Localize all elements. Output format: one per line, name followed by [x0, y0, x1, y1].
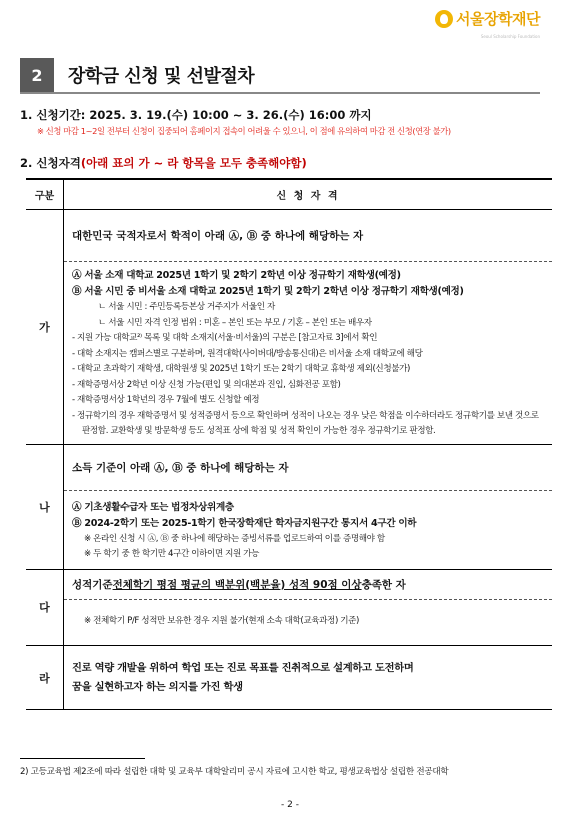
row-ga-sub-2: ㄴ 서울 시민 자격 인정 범위 : 미혼 – 본인 또는 부모 / 기혼 – 본인 또는 배우자: [98, 317, 372, 328]
row-ga-detail-1: - 지원 가능 대학교²⁾ 목록 및 대학 소재지(서울·비서울)의 구분은 [참고자료 3]에서 확인: [72, 333, 378, 343]
section-number: 2: [20, 58, 54, 92]
header-qualification: 신 청 자 격: [276, 191, 340, 202]
section-title: 장학금 신청 및 선발절차: [68, 66, 255, 87]
row-na-option-a: Ⓐ 기초생활수급자 또는 법정차상위계층: [72, 501, 234, 513]
row-na-heading: 소득 기준이 아래 Ⓐ, Ⓑ 중 하나에 해당하는 자: [64, 445, 552, 491]
qualification-table: [26, 178, 552, 710]
row-ga-sub-1: ㄴ 서울 시민 : 주민등록등본상 거주지가 서울인 자: [98, 302, 275, 312]
table-header: [26, 180, 552, 210]
row-ga-detail-2: - 대학 소재지는 캠퍼스별로 구분하며, 원격대학(사이버대/방송통신대)은 비서울 소재 대학교에 해당: [72, 348, 423, 359]
row-na-note-2: ※ 두 학기 중 한 학기만 4구간 이하이면 지원 가능: [84, 549, 260, 559]
row-ga-detail-5: - 재학증명서상 1학년의 경우 7월에 별도 신청할 예정: [72, 395, 260, 405]
page-number: - 2 -: [281, 800, 299, 810]
row-da-heading: 성적기준 전체학기 평점 평균의 백분위(백분율) 성적 90점 이상 충족한 자: [64, 570, 552, 600]
row-na-note-1: ※ 온라인 신청 시 Ⓐ, Ⓑ 중 하나에 해당하는 증빙서류를 업로드하여 이를 증명해야 함: [84, 533, 385, 544]
qualification-heading: [20, 155, 307, 171]
header-category: 구분: [26, 180, 64, 209]
qualification-label: 2. 신청자격: [20, 156, 81, 170]
table-row-da: [26, 570, 552, 647]
row-ga-option-a: Ⓐ 서울 소재 대학교 2025년 1학기 및 2학기 2학년 이상 정규학기 재학생(예정): [72, 270, 401, 281]
row-ga-option-b: Ⓑ 서울 시민 중 비서울 소재 대학교 2025년 1학기 및 2학기 2학년 이상 정규학기 재학생(예정): [72, 286, 464, 297]
logo-emblem-icon: [435, 10, 453, 28]
foundation-logo: [435, 8, 540, 29]
row-ga-detail-4: - 재학증명서상 2학년 이상 신청 가능(편입 및 의대본과 진입, 심화전공 포함): [72, 379, 341, 390]
row-da-criteria: 전체학기 평점 평균의 백분위(백분율) 성적 90점 이상: [112, 578, 362, 591]
row-na-option-b: Ⓑ 2024-2학기 또는 2025-1학기 한국장학재단 학자금지원구간 통지서 4구간 이하: [72, 517, 417, 529]
row-key-na: 나: [26, 445, 64, 569]
row-key-da: 다: [26, 570, 64, 646]
table-row-ra: [26, 646, 552, 709]
application-period: 1. 신청기간: 2025. 3. 19.(수) 10:00 ~ 3. 26.(수) 16:00 까지: [20, 108, 372, 122]
footnote: 2) 고등교육법 제2조에 따라 설립한 대학 및 교육부 대학알리미 공시 자료에 고시한 학교, 평생교육법상 설립한 전공대학: [20, 767, 449, 777]
application-period-note: ※ 신청 마감 1~2일 전부터 신청이 집중되어 홈페이지 접속이 어려울 수 있으니, 이 점에 유의하여 마감 전 신청(연장 불가): [37, 126, 451, 136]
row-ga-detail-3: - 대학교 초과학기 재학생, 대학원생 및 2025년 1학기 또는 2학기 대학교 휴학생 제외(신청불가): [72, 364, 410, 374]
row-key-ra: 라: [26, 646, 64, 709]
footnote-divider: [20, 758, 145, 759]
table-row-na: [26, 445, 552, 570]
qualification-condition: (아래 표의 가 ~ 라 항목을 모두 충족해야함): [80, 156, 307, 170]
section-header: [20, 58, 540, 94]
row-ra-line-1: 진로 역량 개발을 위하여 학업 또는 진로 목표를 진취적으로 설계하고 도전하며: [72, 662, 414, 674]
row-da-note: ※ 전체학기 P/F 성적만 보유한 경우 지원 불가(현재 소속 대학(교육과정) 기준): [84, 615, 359, 626]
logo-text: 서울장학재단: [456, 10, 540, 28]
logo-subtext: Seoul Scholarship Foundation: [480, 34, 540, 39]
row-ra-line-2: 꿈을 실현하고자 하는 의지를 가진 학생: [72, 681, 243, 693]
row-key-ga: 가: [26, 210, 64, 444]
row-ga-detail-6: - 정규학기의 경우 재학증명서 및 성적증명서 등으로 확인하며 성적이 나오는 경우 낮은 학점을 이수하더라도 정규학기를 보낸 것으로 판정함. 교환학생 및 방문학생 등도 성적표 상에 학점 및 성적 확인이 가능한 경우 정규학기로 판정함.: [72, 410, 539, 436]
row-ga-heading: 대한민국 국적자로서 학적이 아래 Ⓐ, Ⓑ 중 하나에 해당하는 자: [64, 210, 552, 262]
table-row-ga: [26, 210, 552, 445]
